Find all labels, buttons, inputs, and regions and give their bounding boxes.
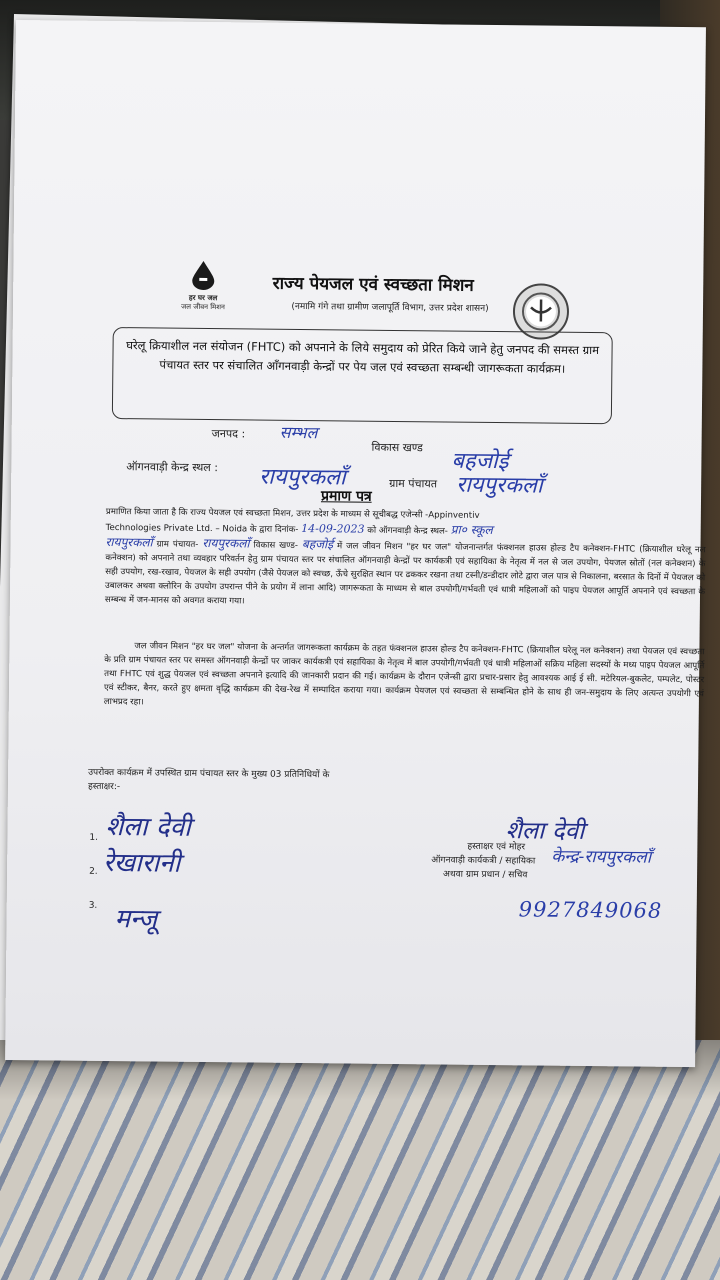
- para1-agency: Technologies Private Ltd. – Noida के द्वारा दिनांक-: [105, 522, 299, 535]
- logo-caption-1: हर घर जल: [188, 293, 218, 303]
- signatory-num-3: 3.: [88, 900, 98, 911]
- programme-title-box: घरेलू क्रियाशील नल संयोजन (FHTC) को अपनाने के लिये समुदाय को प्रेरित किये जाने हेतु जनपद की समस्त ग्राम पंचायत स्तर पर संचालित आँगनवाड़ी केन्द्रों पर पेय जल एवं स्वच्छता सम्बन्धी जागरूकता कार्यक्रम।: [112, 327, 613, 424]
- programme-date: 14-09-2023: [301, 522, 365, 536]
- pradhan-secretary-label: अथवा ग्राम प्रधान / सचिव: [443, 869, 528, 881]
- page-subtitle: (नमामि गंगे तथा ग्रामीण जलापूर्ति विभाग, उत्तर प्रदेश शासन): [291, 301, 489, 314]
- signatories-label: हस्ताक्षर:-: [87, 781, 121, 793]
- anganwadi-value: रायपुरकलाँ: [259, 464, 346, 491]
- certificate-paragraph-1: [105, 505, 706, 613]
- anganwadi-signature: शैला देवी: [505, 816, 585, 845]
- certificate-paragraph-2: जल जीवन मिशन "हर घर जल" योजना के अन्तर्गत जागरूकता कार्यक्रम के तहत फंक्शनल हाउस होल्ड टैप कनेक्शन-FHTC (क्रियाशील घरेलू नल कनेक्शन) तथा पेयजल एवं स्वच्छता के प्रति ग्राम पंचायत स्तर पर समस्त ऑगनवाड़ी केन्द्रों पर जाकर कार्यकत्री एवं सहायिका के नेतृत्व में बाल उपयोगी/गर्भवती एवं धात्री महिलाओं सक्रिय महिला सदस्यों के मध्य पाइप पेयजल आपूर्ति तथा FHTC एवं शुद्ध पेयजल एवं स्वच्छता अपनाने इत्यादि की जानकारी प्रदान की गई। कार्यक्रम के दौरान एजेन्सी द्वारा प्रचार-प्रसार हेतु आवश्यक आई ई सी. मटेरियल-बुकलेट, पम्पलेट, पोस्टर एवं स्टीकर, बैनर, करते हुए क्षमता वृद्धि कार्यक्रम की देख-रेख में सम्पादित कराया गया। कार्यक्रम पेयजल एवं स्वच्छता से सम्बन्धित होने के साथ ही जन-समुदाय के लिए अत्यन्त उपयोगी एवं लाभप्रद रहा।: [103, 641, 705, 708]
- signatory-name-2: रेखारानी: [103, 847, 181, 879]
- certificate-heading: प्रमाण पत्र: [320, 488, 372, 505]
- document-page: [5, 20, 706, 1067]
- logo-caption-2: जल जीवन मिशन: [181, 302, 225, 312]
- para1-body: में जल जीवन मिशन "हर घर जल" योजनान्तर्गत फंक्शनल हाउस होल्ड टैप कनेक्शन-FHTC (क्रियाशील घरेलू नल कनेक्शन) को अपनाने तथा व्यवहार परिवर्तन हेतु ग्राम पंचायत स्तर पर संचालित ऑगनवाड़ी केन्द्रों पर कार्यकत्री एवं सहायिका के नेतृत्व में नल से जल उपयोग, पेयजल स्रोतों (नल कनेक्शन) के सही उपयोग, रख-रखाव, पेयजल के सही उपयोग (जैसे पेयजल को स्वच्छ, ऊँचे सुरक्षित स्थान पर ढककर रखना तथा टस्नी/डन्डीदार लोटे द्वारा जल पात्र से निकालना, बरसात के दिनों में पेयजल को उबालकर अथवा क्लोरिन के उपयोग उपरान्त पीने के प्रयोग में लाना आदि) जागरूकता के माध्यम से बाल उपयोगी/गर्भवती एवं धात्री महिलाओं को पाइप पेयजल आपूर्ति अपनाने एवं स्वच्छता के सम्बन्ध में जन-मानस को अवगत कराया गया।: [104, 541, 706, 607]
- water-drop-icon: [190, 260, 216, 290]
- signatory-name-1: शैला देवी: [105, 811, 192, 843]
- village-value-1: रायपुरकलाँ: [105, 534, 153, 550]
- sign-and-seal-label: हस्ताक्षर एवं मोहर: [467, 841, 526, 853]
- phone-number: 9927849068: [518, 897, 663, 923]
- centre-name-handwritten: केन्द्र-रायपुरकलाँ: [551, 846, 652, 868]
- block-value: बहजोई: [301, 537, 334, 552]
- vikas-khand-label: विकास खण्ड: [371, 440, 423, 455]
- para1-block-label: विकास खण्ड-: [253, 540, 299, 551]
- gram-panchayat-label: ग्राम पंचायत: [389, 476, 438, 491]
- para1-panchayat-label: ग्राम पंचायत-: [156, 539, 199, 550]
- janpad-value: सम्भल: [279, 422, 318, 443]
- gram-panchayat-value: रायपुरकलाँ: [456, 472, 543, 499]
- vikas-khand-value: बहजोई: [451, 448, 509, 475]
- janpad-label: जनपद :: [211, 427, 246, 441]
- para1-site-label: को ऑगनवाड़ी केन्द्र स्थल-: [367, 525, 448, 537]
- signatory-num-1: 1.: [89, 832, 99, 843]
- anganwadi-label: ऑगनवाड़ी केन्द्र स्थल :: [126, 460, 219, 475]
- signatory-num-2: 2.: [89, 866, 98, 877]
- anganwadi-worker-label: ऑगनवाड़ी कार्यकत्री / सहायिका: [431, 855, 536, 867]
- page-title: राज्य पेयजल एवं स्वच्छता मिशन: [272, 273, 474, 296]
- para1-intro: प्रमाणित किया जाता है कि राज्य पेयजल एवं स्वच्छता मिशन, उत्तर प्रदेश के माध्यम से सूचीबद्ध एजेन्सी -Appinventiv: [105, 506, 480, 521]
- signatory-name-3: मन्जू: [114, 904, 158, 935]
- village-value-2: रायपुरकलाँ: [202, 535, 250, 551]
- site-value: प्रा० स्कूल: [450, 522, 493, 538]
- signatories-intro: उपरोक्त कार्यक्रम में उपस्थित ग्राम पंचायत स्तर के मुख्य 03 प्रतिनिधियों के: [88, 767, 330, 781]
